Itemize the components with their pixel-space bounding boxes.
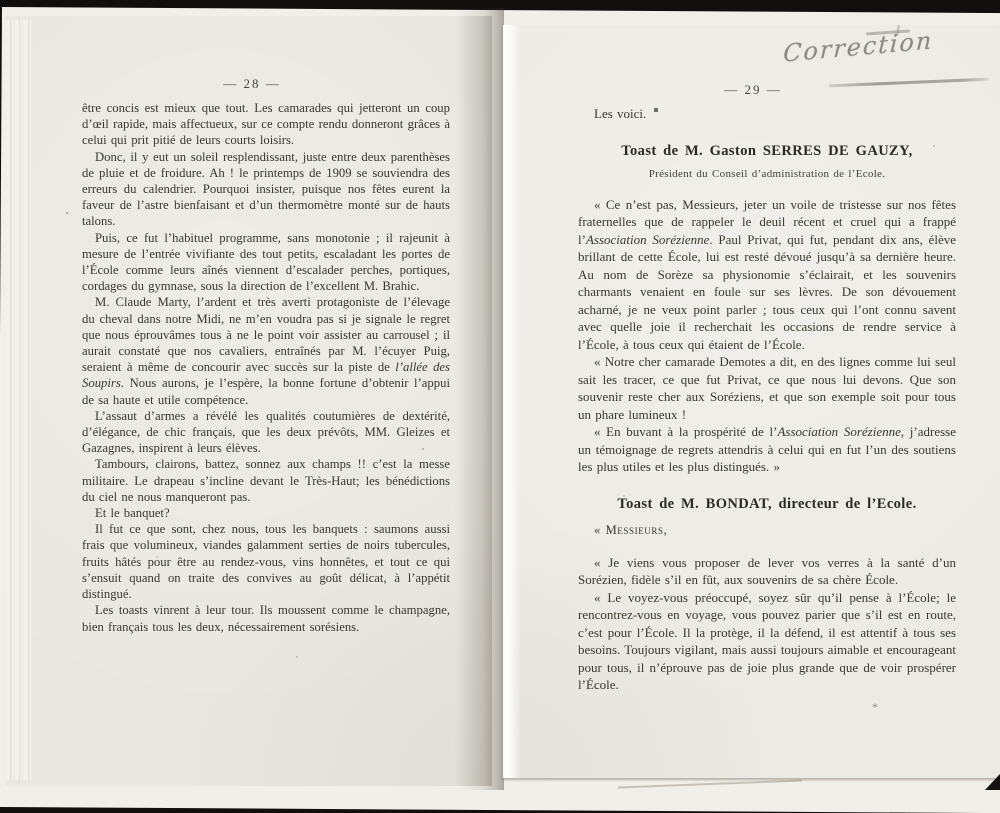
text-run: M. Claude Marty, l’ardent et très averti protagoniste de l’élevage du cheval dans notre Midi, ne m’en voudra pas si je signale le regret que nous éprouvâmes tous à ne le point voir assister au carrousel ; il aurait constaté que nos cavaliers, entraînés par M. l’écuyer Puig, seraient à même de concourir avec succès sur la piste de [82, 295, 450, 375]
paragraph [82, 149, 450, 230]
paragraph [82, 100, 450, 149]
paragraph [578, 196, 956, 354]
salutation-line [578, 522, 956, 540]
text-run: Toast de M. Gaston SERRES DE GAUZY, [621, 142, 913, 159]
text-run: « Ce n’est pas, Messieurs, jeter un voile de tristesse sur nos fêtes fraternelles que de rappeler le deuil récent et cruel qui a frappé l’ [578, 196, 956, 247]
text-run: . Paul Privat, qui fut, pendant dix ans, élève brillant de cette École, lui est resté dévoué jusqu’à sa dernière heure. Au nom de Sorèze sa physionomie s’éclairait, et les souvenirs charmants venaient en foule sur ses lèvres. De son dévouement acharné, je ne veux point parler ; tous ceux qui l’ont connu savent avec quelle joie il recherchait les occasions de rendre service à l’École, à tous ceux qui étaient de l’École. [578, 231, 956, 352]
text-run: être concis est mieux que tout. Les camarades qui jetteront un coup d’œil rapide, mais affectueux, sur ce compte rendu donneront grâces à celui qui prit pitié de leurs courts loisirs. [82, 101, 450, 148]
text-run: « Le voyez-vous préoccupé, soyez sûr qu’il pense à l’École; le rencontrez-vous en voyage, vous pouvez parier que s’il est en route, c’est pour l’École. Il la protège, il la défend, il est attentif à tous ses besoins. Toujours vigilant, mais aussi toujours aimable et encourageant pour tous, il n’éprouve pas de joie plus grande que de voir prospérer l’École. [578, 589, 956, 692]
page-number-left: — 28 — [223, 76, 281, 91]
paragraph [82, 521, 450, 602]
toast-heading [578, 143, 956, 161]
toast-subheading [578, 166, 956, 184]
paragraph [82, 505, 450, 521]
text-run: Les toasts vinrent à leur tour. Ils moussent comme le champagne, bien français tous les deux, nécessairement sorésiens. [82, 603, 450, 634]
paragraph [82, 602, 450, 634]
page-left [6, 16, 492, 786]
handwritten-correction-note: Correction [782, 26, 935, 68]
text-run: Toast de M. BONDAT, directeur de l’Ecole. [617, 495, 917, 512]
paragraph [578, 105, 956, 123]
text-run: Président du Conseil d’administration de l’Ecole. [648, 168, 886, 180]
italic-phrase: l’allée des Soupirs [82, 360, 450, 391]
italic-phrase: Association Sorézienne [777, 424, 901, 439]
paper-specks [6, 16, 8, 18]
paragraph [82, 294, 450, 407]
paragraph [578, 353, 956, 423]
text-run: . Nous aurons, je l’espère, la bonne fortune d’obtenir l’appui de sa haute et utile compétence. [82, 376, 450, 407]
text-run: Et le banquet? [95, 506, 170, 521]
text-run: Il fut ce que sont, chez nous, tous les banquets : saumons aussi frais que volumineux, viandes galamment serties de noirs tubercules, fruits hâtés pour être au rendez-vous, vins honnêtes, et tout ce qui s’ensuit quand on traite des convives au goût délicat, à l’appétit distingué. [82, 522, 450, 602]
page-number-right: — 29 — [724, 82, 782, 97]
printer-mark: * [872, 700, 878, 714]
paragraph [82, 408, 450, 457]
text-run: « Je viens vous proposer de lever vos verres à la santé d’un Sorézien, fidèle s’il en fût, aux souvenirs de sa chère École. [578, 554, 956, 587]
text-run: « Messieurs, [594, 523, 668, 537]
paper-specks [503, 25, 505, 27]
paragraph [82, 230, 450, 295]
text-run: Tambours, clairons, battez, sonnez aux champs !! c’est la messe militaire. Le drapeau s’incline devant le Très-Haut; les bénédictions du ciel ne nous manqueront pas. [82, 457, 450, 504]
text-run: « Notre cher camarade Demotes a dit, en des lignes comme lui seul sait les tracer, ce que fut Privat, ce que nous lui devons. Que son souvenir reste cher aux Soréziens, et que son exemple soit pour tous un phare lumineux ! [578, 354, 956, 422]
paragraph [578, 589, 956, 694]
paragraph [578, 554, 956, 589]
text-run: Donc, il y eut un soleil resplendissant, juste entre deux parenthèses de pluie et de froidure. Ah ! le printemps de 1909 se souviendra des erreurs du calendrier. Pourquoi insister, puisque nos fêtes eurent la faveur de l’astre bienfaisant et d’un thermomètre monté sur de hauts talons. [82, 149, 450, 229]
gutter-shadow [458, 8, 504, 790]
page-right-text-block [578, 105, 956, 694]
italic-phrase: Association Sorézienne [585, 231, 710, 247]
page-right [503, 25, 1000, 778]
text-run: Puis, ce fut l’habituel programme, sans monotonie ; il rajeunit à mesure de l’entrée vivifiante des tout petits, escaladant les portes de l’École comme leurs aînés viennent d’escalader perches, portiques, cordages du gymnase, sous la direction de l’excellent M. Brahic. [82, 230, 450, 294]
text-run: , j’adresse un témoignage de regrets attendris à celui qui en fut l’un des soutiens les plus utiles et les plus distingués. » [578, 424, 956, 474]
paragraph [578, 423, 956, 476]
text-run: « En buvant à la prospérité de l’ [594, 424, 778, 439]
toast-heading [578, 496, 956, 514]
paragraph [82, 456, 450, 505]
text-run: L’assaut d’armes a révélé les qualités coutumières de dextérité, d’élégance, de chic français, que les deux prévôts, MM. Gleizes et Gazagnes, inspirent à leurs élèves. [82, 408, 450, 456]
text-run: Les voici. [594, 106, 647, 121]
page-left-text-block [82, 100, 450, 635]
